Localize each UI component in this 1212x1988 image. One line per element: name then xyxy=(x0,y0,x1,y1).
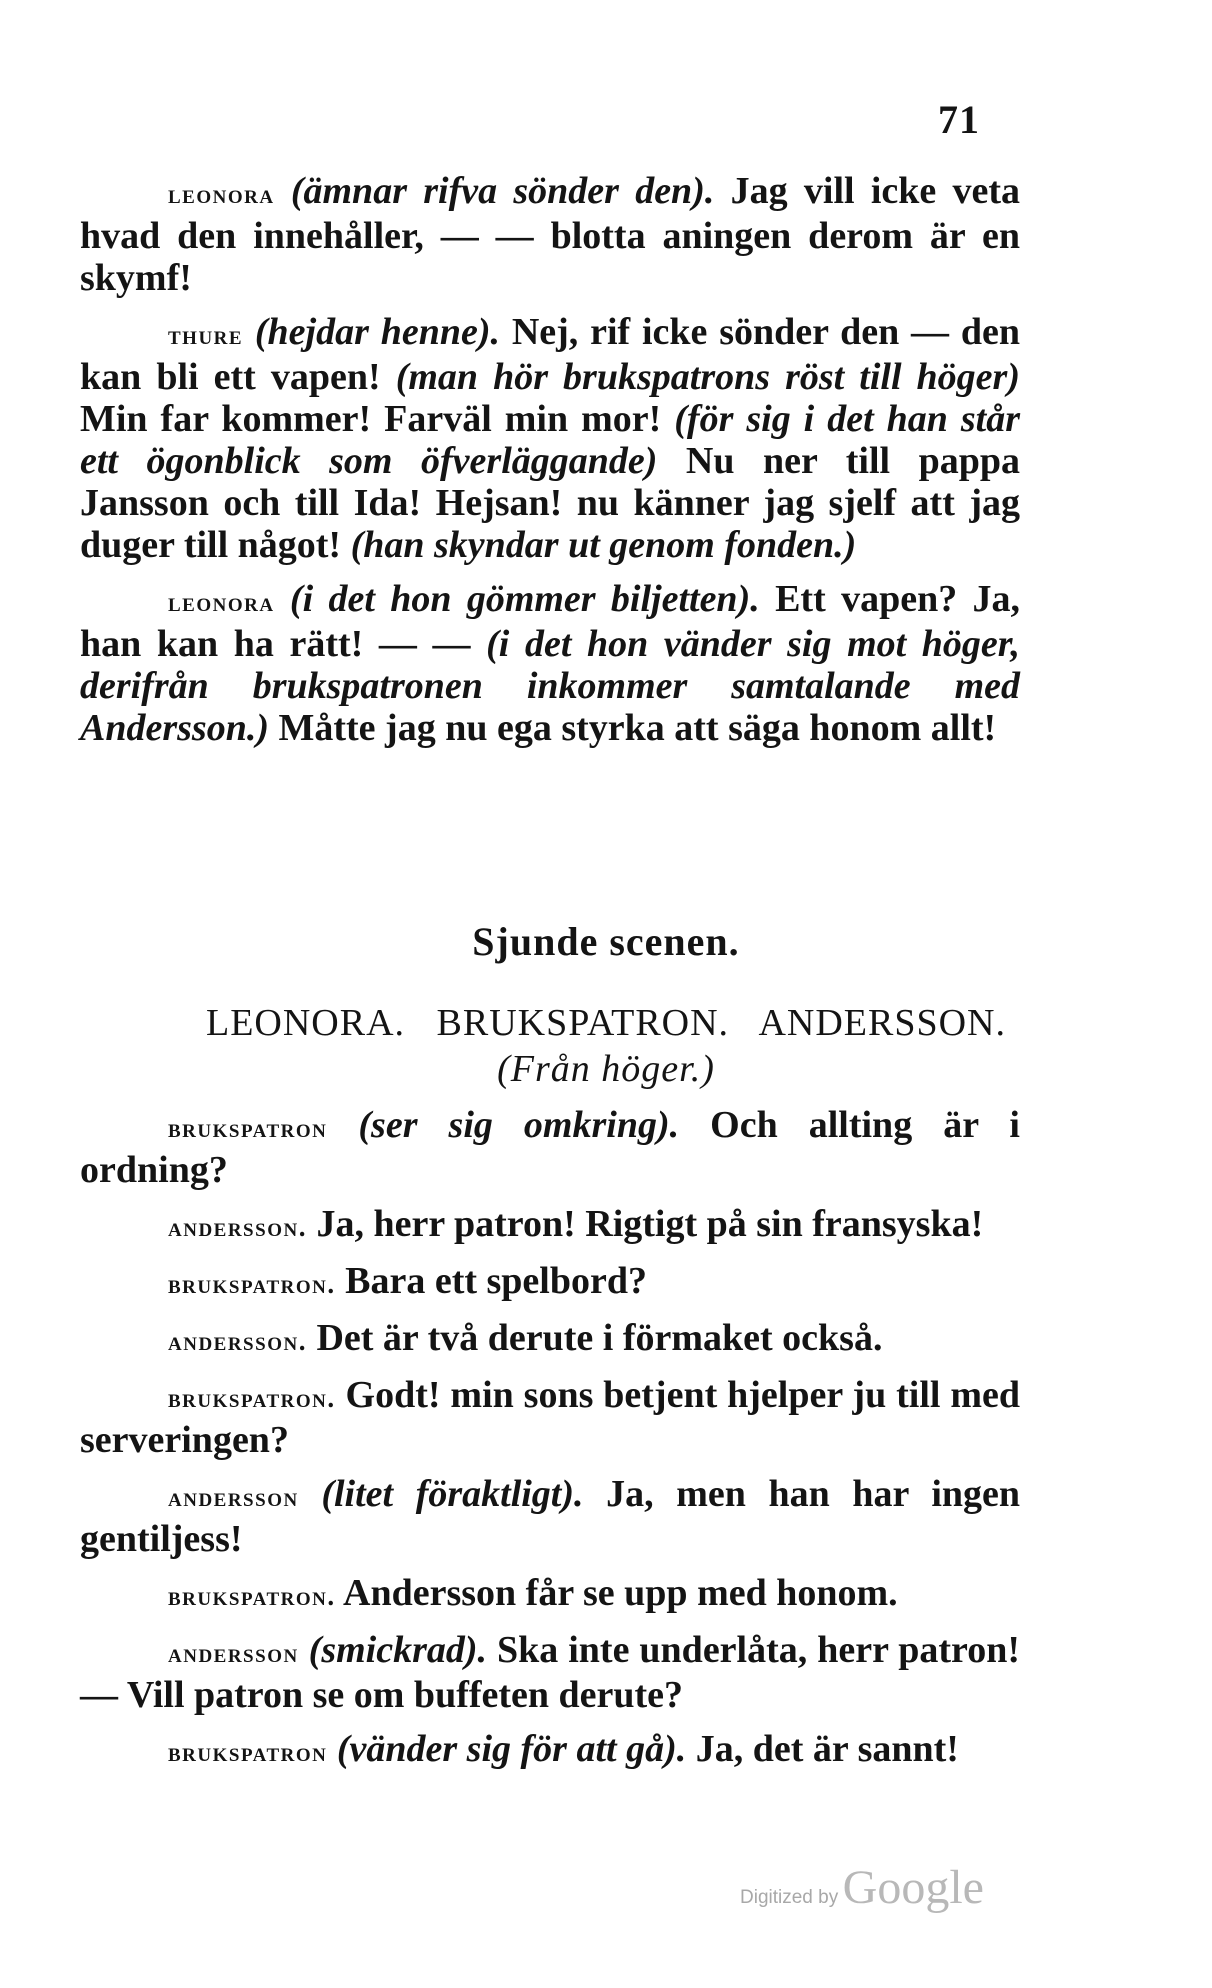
speaker-label: leonora xyxy=(168,179,275,209)
speech-line xyxy=(80,1473,1020,1560)
dialogue-text: Jag vill icke veta hvad den innehåller, — — blotta aningen derom är en skymf! xyxy=(80,170,1021,299)
watermark-prefix: Digitized by xyxy=(740,1887,839,1908)
speech-line xyxy=(80,1104,1020,1191)
speaker-label: brukspatron xyxy=(168,1113,328,1143)
dialogue-text: Godt! min sons betjent hjelper ju till med serveringen? xyxy=(80,1374,1020,1461)
dialogue-text: Min far kommer! Farväl min mor! xyxy=(80,398,675,440)
dialogue-text: Ska inte underlåta, herr patron! — Vill patron se om buffeten derute? xyxy=(80,1629,1020,1716)
stage-direction: (smickrad). xyxy=(308,1629,488,1671)
stage-direction: (man hör brukspatrons röst till höger) xyxy=(395,356,1020,398)
stage-direction: (ämnar rifva sönder den). xyxy=(290,170,715,212)
speech-line xyxy=(80,1572,1020,1617)
stage-direction: (för sig i det han står ett ögonblick som öfverläggande) xyxy=(80,398,1020,482)
speaker-label: brukspatron. xyxy=(168,1383,336,1413)
speaker-label: thure xyxy=(168,320,244,350)
speaker-label: andersson. xyxy=(168,1212,307,1242)
speech-line xyxy=(80,1374,1020,1461)
stage-direction: (ser sig omkring). xyxy=(358,1104,680,1146)
dialogue-text: Bara ett spelbord? xyxy=(335,1260,647,1302)
speaker-label: andersson. xyxy=(168,1326,307,1356)
speech-line xyxy=(80,1203,1020,1248)
stage-direction: (han skyndar ut genom fonden.) xyxy=(350,524,857,566)
dialogue-text: Nu ner till pappa Jansson och till Ida! Hejsan! nu känner jag sjelf att jag duger till något! xyxy=(80,440,1020,566)
dialogue-text: Ett vapen? Ja, han kan ha rätt! — — xyxy=(80,578,1021,665)
dialogue-text: Andersson får se upp med honom. xyxy=(335,1572,898,1614)
scene-direction: (Från höger.) xyxy=(497,1048,715,1090)
cast-list xyxy=(0,1000,1212,1092)
top-dialogue xyxy=(80,170,1020,761)
speech-line xyxy=(80,1629,1020,1716)
bottom-dialogue xyxy=(80,1104,1020,1785)
speech-leonora-1 xyxy=(80,170,1020,299)
stage-direction: (i det hon vänder sig mot höger, derifrån brukspatronen inkommer samtalande med Andersson.) xyxy=(80,623,1020,749)
digitized-watermark xyxy=(740,1860,984,1915)
speaker-label: andersson xyxy=(168,1482,299,1512)
dialogue-text: Ja, herr patron! Rigtigt på sin fransyska! xyxy=(306,1203,984,1245)
dialogue-text: Nej, rif icke sönder den — den kan bli ett vapen! xyxy=(80,311,1021,398)
stage-direction: (i det hon gömmer biljetten). xyxy=(289,578,760,620)
speaker-label: leonora xyxy=(168,587,275,617)
speech-line xyxy=(80,1260,1020,1305)
stage-direction: (litet föraktligt). xyxy=(321,1473,584,1515)
google-logo: Google xyxy=(842,1861,984,1914)
speaker-label: brukspatron. xyxy=(168,1269,336,1299)
dialogue-text: Och allting är i ordning? xyxy=(80,1104,1020,1191)
scene-title: Sjunde scenen. xyxy=(472,919,740,964)
dialogue-text: Ja, men han har ingen gentiljess! xyxy=(80,1473,1021,1560)
cast-names: LEONORA. BRUKSPATRON. ANDERSSON. xyxy=(205,1002,1006,1044)
speaker-label: brukspatron. xyxy=(168,1581,336,1611)
speech-line xyxy=(80,1317,1020,1362)
speech-line xyxy=(80,1728,1020,1773)
speech-thure xyxy=(80,311,1020,566)
stage-direction: (vänder sig för att gå). xyxy=(336,1728,687,1770)
page-number: 71 xyxy=(938,97,980,142)
speech-leonora-2 xyxy=(80,578,1020,749)
speaker-label: brukspatron xyxy=(168,1737,328,1767)
dialogue-text: Måtte jag nu ega styrka att säga honom allt! xyxy=(269,707,997,749)
speaker-label: andersson xyxy=(168,1638,299,1668)
dialogue-text: Det är två derute i förmaket också. xyxy=(306,1317,883,1359)
dialogue-text: Ja, det är sannt! xyxy=(686,1728,959,1770)
stage-direction: (hejdar henne). xyxy=(254,311,500,353)
